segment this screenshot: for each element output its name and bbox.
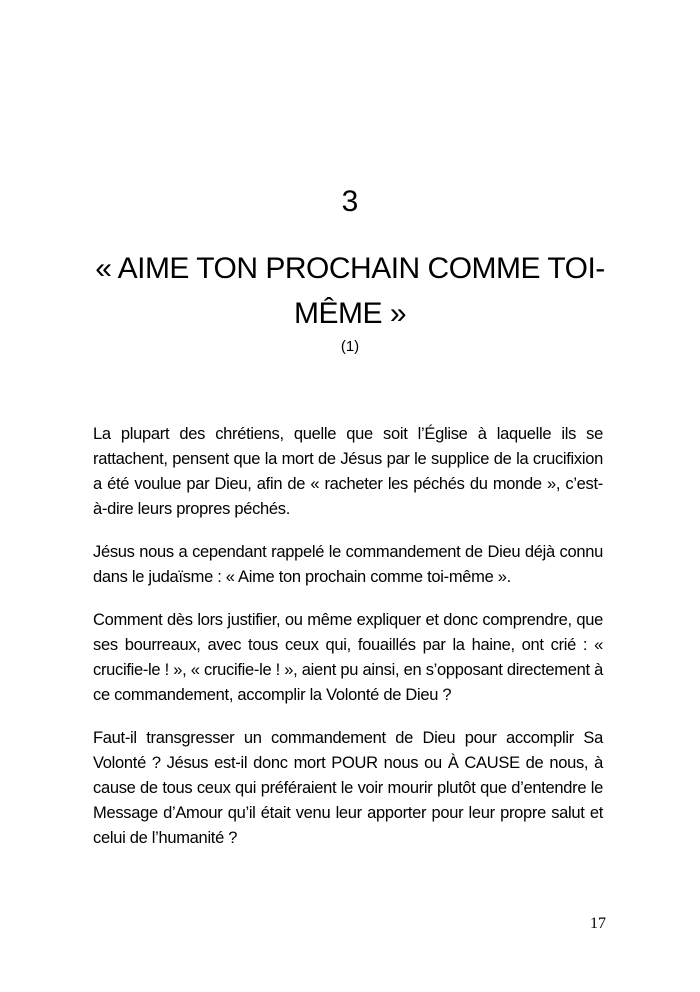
page-number: 17 xyxy=(590,915,606,932)
chapter-footnote-marker: (1) xyxy=(340,338,360,355)
chapter-title: « AIME TON PROCHAIN COMME TOI-MÊME » xyxy=(95,252,605,330)
paragraph: Faut-il transgresser un commandement de Dieu pour accomplir Sa Volonté ? Jésus est-il donc mort POUR nous ou À CAUSE de nous, à cause de tous ceux qui préféraient le voir mourir plutôt que d’entendre le Message d’Amour qu’il était venu leur apporter pour leur propre salut et celui de l’humanité ? xyxy=(93,729,603,847)
chapter-number: 3 xyxy=(341,185,359,218)
paragraph: La plupart des chrétiens, quelle que soit l’Église à laquelle ils se rattachent, pensent que la mort de Jésus par le supplice de la crucifixion a été voulue par Dieu, afin de « racheter les péchés du monde », c’est-à-dire leurs propres péchés. xyxy=(93,425,603,518)
body-text xyxy=(93,422,603,869)
paragraph: Comment dès lors justifier, ou même expliquer et donc comprendre, que ses bourreaux, avec tous ceux qui, fouaillés par la haine, ont crié : « crucifie-le ! », « crucifie-le ! », aient pu ainsi, en s’opposant directement à ce commandement, accomplir la Volonté de Dieu ? xyxy=(93,611,603,704)
paragraph: Jésus nous a cependant rappelé le commandement de Dieu déjà connu dans le judaïsme : « Aime ton prochain comme toi-même ». xyxy=(93,543,603,586)
